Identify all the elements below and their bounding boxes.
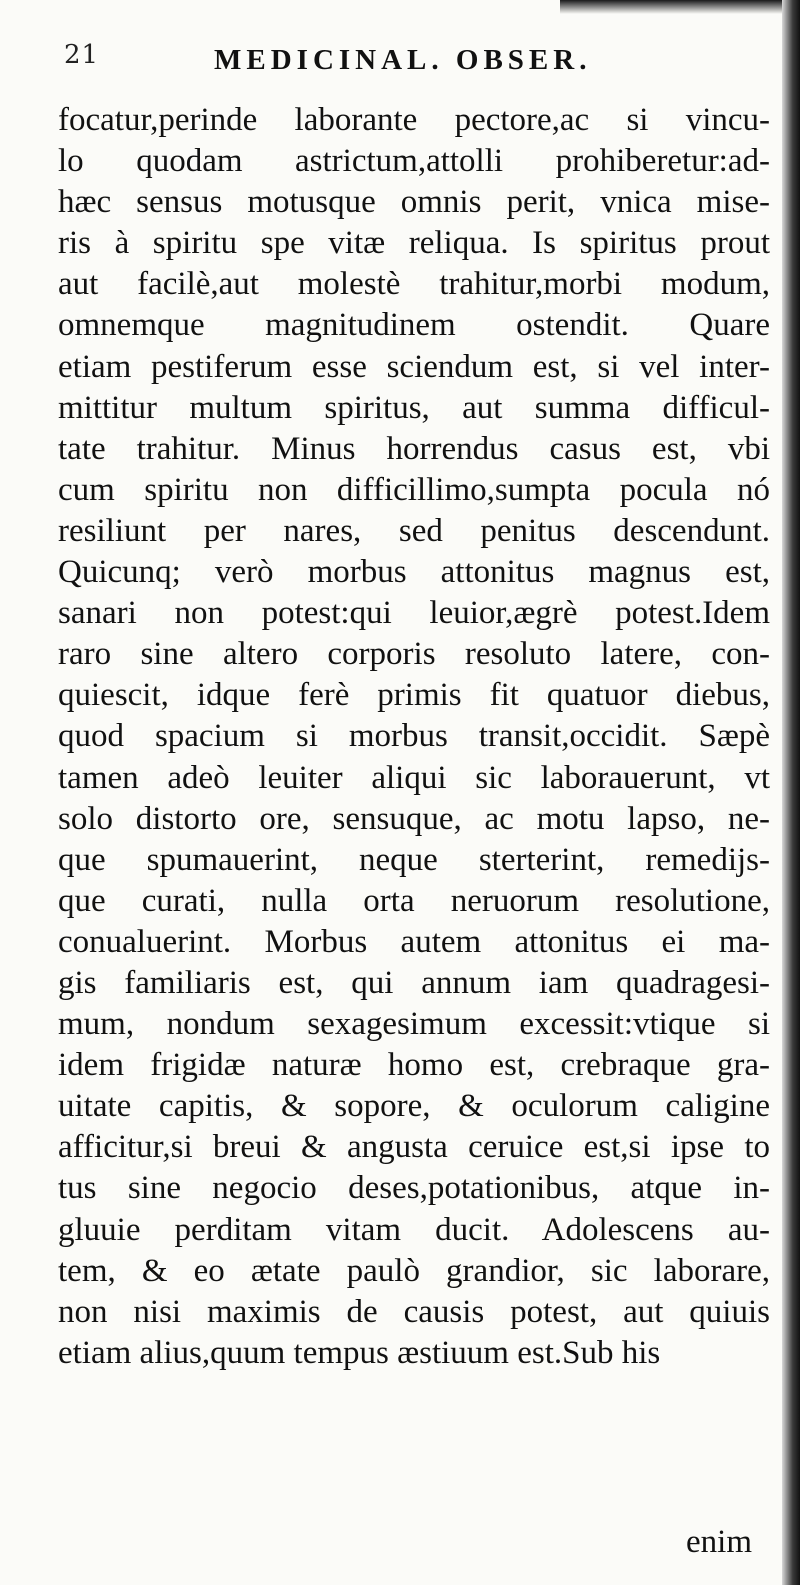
page-edge-shadow (560, 0, 800, 14)
text-line: afficitur,si breui & angusta ceruice est,si ipse to (58, 1129, 770, 1166)
text-line: que curati, nulla orta neruorum resolutione, (58, 882, 770, 919)
catchword: enim (686, 1524, 752, 1560)
text-line: raro sine altero corporis resoluto latere, con- (58, 636, 770, 673)
text-line: gis familiaris est, qui annum iam quadragesi- (58, 964, 770, 1001)
text-line: mum, nondum sexagesimum excessit:vtique si (58, 1006, 770, 1043)
text-line: cum spiritu non difficillimo,sumpta pocula nó (58, 471, 770, 508)
text-line: mittitur multum spiritus, aut summa difficul- (58, 389, 770, 426)
text-line: ris à spiritu spe vitæ reliqua. Is spiritus prout (58, 225, 770, 262)
text-line: conualuerint. Morbus autem attonitus ei ma- (58, 923, 770, 960)
body-text (58, 100, 770, 1374)
text-line: etiam alius,quum tempus æstiuum est.Sub his (58, 1334, 661, 1371)
text-line: aut facilè,aut molestè trahitur,morbi modum, (58, 266, 770, 303)
text-line: focatur,perinde laborante pectore,ac si vincu- (58, 102, 770, 138)
text-line: non nisi maximis de causis potest, aut quiuis (58, 1293, 770, 1330)
text-line: resiliunt per nares, sed penitus descendunt. (58, 512, 770, 549)
text-line: que spumauerint, neque sterterint, remedijs- (58, 841, 770, 878)
text-line: tem, & eo ætate paulò grandior, sic laborare, (58, 1252, 770, 1289)
text-line: lo quodam astrictum,attolli prohiberetur:ad- (58, 143, 770, 180)
text-line: uitate capitis, & sopore, & oculorum caligine (58, 1088, 770, 1125)
text-line: omnemque magnitudinem ostendit. Quare (58, 307, 770, 344)
text-line: tamen adeò leuiter aliqui sic laborauerunt, vt (58, 759, 770, 796)
text-line: hæc sensus motusque omnis perit, vnica mise- (58, 184, 770, 221)
text-line: Quicunq; verò morbus attonitus magnus est, (58, 554, 770, 591)
running-head: MEDICINAL. OBSER. (214, 44, 592, 76)
text-line: tate trahitur. Minus horrendus casus est, vbi (58, 430, 770, 467)
text-line: solo distorto ore, sensuque, ac motu lapso, ne- (58, 800, 770, 837)
text-line: sanari non potest:qui leuior,ægrè potest.Idem (58, 595, 770, 632)
page-number: 21 (64, 40, 100, 70)
text-line: quiescit, idque ferè primis fit quatuor diebus, (58, 677, 770, 714)
text-line: quod spacium si morbus transit,occidit. Sæpè (58, 718, 770, 755)
text-line: tus sine negocio deses,potationibus, atque in- (58, 1170, 770, 1207)
text-line: etiam pestiferum esse sciendum est, si vel inter- (58, 348, 770, 385)
text-line: gluuie perditam vitam ducit. Adolescens au- (58, 1211, 770, 1248)
book-spine-shadow (782, 0, 800, 1585)
text-line: idem frigidæ naturæ homo est, crebraque gra- (58, 1047, 770, 1084)
